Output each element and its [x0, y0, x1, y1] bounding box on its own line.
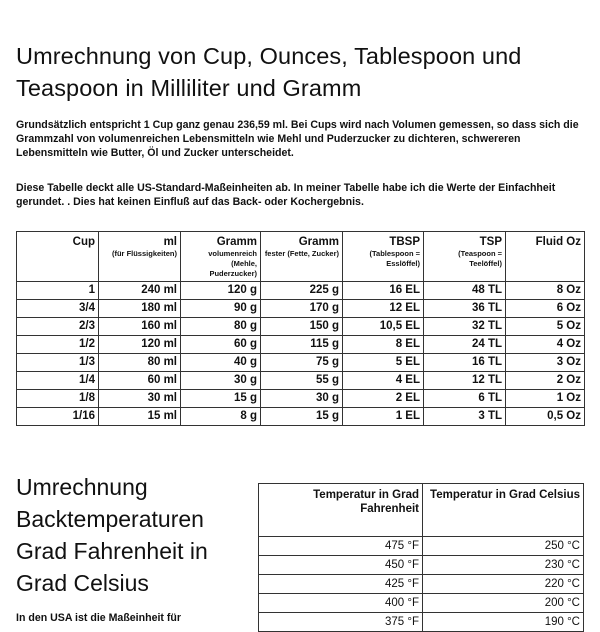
table-cell: 40 g [181, 354, 261, 372]
col-subheader: volumenreich (Mehle, Puderzucker) [208, 249, 257, 278]
table-cell: 24 TL [424, 336, 506, 354]
table-cell: 400 °F [259, 594, 423, 613]
table-cell: 425 °F [259, 575, 423, 594]
table-row [259, 537, 584, 556]
table-cell: 4 EL [343, 372, 424, 390]
table-cell: 2/3 [17, 318, 99, 336]
table-cell: 120 ml [99, 336, 181, 354]
col-subheader: (Tablespoon = Esslöffel) [369, 249, 420, 268]
table-cell: 220 °C [423, 575, 584, 594]
conversion-table [16, 231, 585, 426]
table-cell: 190 °C [423, 613, 584, 632]
col-subheader: (für Flüssigkeiten) [111, 249, 177, 258]
col-header-gramm-fester: Gramm fester (Fette, Zucker) [261, 232, 343, 282]
table-row [17, 318, 585, 336]
table-cell: 8 Oz [506, 282, 585, 300]
table-cell: 1/16 [17, 408, 99, 426]
table-cell: 150 g [261, 318, 343, 336]
table-cell: 30 ml [99, 390, 181, 408]
table-cell: 8 EL [343, 336, 424, 354]
table-cell: 12 EL [343, 300, 424, 318]
table-row [259, 575, 584, 594]
table-cell: 90 g [181, 300, 261, 318]
table-cell: 30 g [181, 372, 261, 390]
intro-paragraph: Grundsätzlich entspricht 1 Cup ganz genau 236,59 ml. Bei Cups wird nach Volumen gemessen, so dass sich die Grammzahl von volumenreichen Lebensmitteln wie Mehl und Puderzucker zu dichteren, schwereren Lebensmitteln wie Butter, Öl und Zucker unterscheidet. [16, 119, 579, 159]
col-header-ml: ml (für Flüssigkeiten) [99, 232, 181, 282]
table-cell: 75 g [261, 354, 343, 372]
table-cell: 3 TL [424, 408, 506, 426]
table-row [17, 372, 585, 390]
table-cell: 250 °C [423, 537, 584, 556]
table-cell: 30 g [261, 390, 343, 408]
table-cell: 1/3 [17, 354, 99, 372]
table-cell: 1/8 [17, 390, 99, 408]
table-cell: 230 °C [423, 556, 584, 575]
table-cell: 1/2 [17, 336, 99, 354]
table-cell: 375 °F [259, 613, 423, 632]
table-cell: 120 g [181, 282, 261, 300]
table-cell: 36 TL [424, 300, 506, 318]
table-row [17, 408, 585, 426]
col-subheader: fester (Fette, Zucker) [264, 249, 339, 258]
table-cell: 55 g [261, 372, 343, 390]
table-cell: 15 g [181, 390, 261, 408]
table-cell: 6 TL [424, 390, 506, 408]
temperature-section-title: Umrechnung Backtemperaturen Grad Fahrenheit in Grad Celsius [16, 474, 208, 596]
table-cell: 115 g [261, 336, 343, 354]
table-cell: 2 Oz [506, 372, 585, 390]
col-header-fluid-oz: Fluid Oz [506, 232, 585, 282]
table-cell: 170 g [261, 300, 343, 318]
table-cell: 5 Oz [506, 318, 585, 336]
col-header-celsius: Temperatur in Grad Celsius [423, 484, 584, 537]
page-title: Umrechnung von Cup, Ounces, Tablespoon und Teaspoon in Milliliter und Gramm [16, 43, 522, 101]
temperature-intro-paragraph: In den USA ist die Maßeinheit für [16, 612, 181, 624]
table-cell: 5 EL [343, 354, 424, 372]
table-cell: 1/4 [17, 372, 99, 390]
table-cell: 32 TL [424, 318, 506, 336]
table-row [17, 336, 585, 354]
table-cell: 1 Oz [506, 390, 585, 408]
conversion-table-header-row [17, 232, 585, 282]
table-cell: 200 °C [423, 594, 584, 613]
table-row [17, 354, 585, 372]
table-cell: 1 [17, 282, 99, 300]
table-row [17, 282, 585, 300]
table-cell: 10,5 EL [343, 318, 424, 336]
temperature-table-header-row [259, 484, 584, 537]
table-row [17, 390, 585, 408]
table-cell: 16 TL [424, 354, 506, 372]
table-cell: 2 EL [343, 390, 424, 408]
col-header-tbsp: TBSP (Tablespoon = Esslöffel) [343, 232, 424, 282]
table-cell: 3 Oz [506, 354, 585, 372]
table-cell: 48 TL [424, 282, 506, 300]
table-cell: 12 TL [424, 372, 506, 390]
col-header-fahrenheit: Temperatur in Grad Fahrenheit [259, 484, 423, 537]
table-cell: 240 ml [99, 282, 181, 300]
table-row [259, 556, 584, 575]
table-cell: 0,5 Oz [506, 408, 585, 426]
table-cell: 80 g [181, 318, 261, 336]
col-header-cup: Cup [17, 232, 99, 282]
table-cell: 60 g [181, 336, 261, 354]
col-subheader: (Teaspoon = Teelöffel) [458, 249, 502, 268]
col-header-tsp: TSP (Teaspoon = Teelöffel) [424, 232, 506, 282]
table-cell: 450 °F [259, 556, 423, 575]
table-cell: 8 g [181, 408, 261, 426]
table-cell: 15 ml [99, 408, 181, 426]
table-cell: 15 g [261, 408, 343, 426]
col-header-gramm-volumenreich: Gramm volumenreich (Mehle, Puderzucker) [181, 232, 261, 282]
table-row [259, 594, 584, 613]
table-row [259, 613, 584, 632]
table-cell: 475 °F [259, 537, 423, 556]
table-cell: 60 ml [99, 372, 181, 390]
table-cell: 4 Oz [506, 336, 585, 354]
table-cell: 180 ml [99, 300, 181, 318]
table-cell: 225 g [261, 282, 343, 300]
rounding-note-paragraph: Diese Tabelle deckt alle US-Standard-Maßeinheiten ab. In meiner Tabelle habe ich die Werte der Einfachheit gerundet. . Dies hat keinen Einfluß auf das Back- oder Kochergebnis. [16, 182, 556, 208]
temperature-table [258, 483, 584, 632]
table-row [17, 300, 585, 318]
table-cell: 80 ml [99, 354, 181, 372]
table-cell: 160 ml [99, 318, 181, 336]
table-cell: 3/4 [17, 300, 99, 318]
table-cell: 1 EL [343, 408, 424, 426]
table-cell: 16 EL [343, 282, 424, 300]
table-cell: 6 Oz [506, 300, 585, 318]
